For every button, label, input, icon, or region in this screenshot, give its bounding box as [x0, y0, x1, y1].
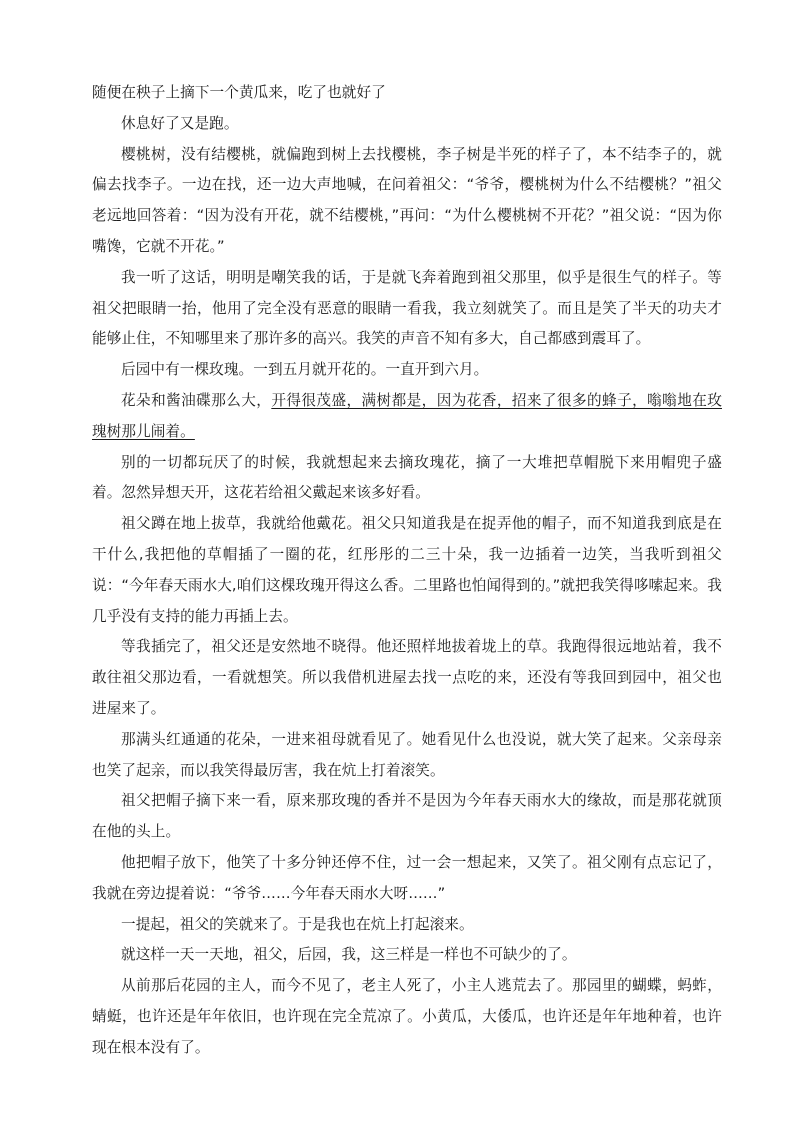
paragraph-14: 就这样一天一天地，祖父，后园，我，这三样是一样也不可缺少的了。 [121, 946, 577, 964]
paragraph-3: 樱桃树，没有结樱桃，就偏跑到树上去找樱桃，李子树是半死的样子了，本不结李子的，就偏去找李子。一边在找，还一边大声地喊，在问着祖父：“爷爷，樱桃树为什么不结樱桃？”祖父老远地回答着：“因为没有开花，就不结樱桃，”再问：“为什么樱桃树不开花？”祖父说：“因为你嘴馋，它就不开花。” [92, 145, 722, 255]
underlined-sentence: 开得很茂盛，满树都是，因为花香，招来了很多的蜂子，嗡嗡地在玫瑰树那儿闹着。 [92, 391, 722, 440]
paragraph-6 [92, 386, 722, 448]
paragraph-2: 休息好了又是跑。 [121, 114, 239, 132]
paragraph-7: 别的一切都玩厌了的时候，我就想起来去摘玫瑰花，摘了一大堆把草帽脱下来用帽兜子盛着。忽然异想天开，这花若给祖父戴起来该多好看。 [92, 453, 722, 502]
paragraph-15: 从前那后花园的主人，而今不见了，老主人死了，小主人逃荒去了。那园里的蝴蝶，蚂蚱，蜻蜓，也许还是年年依旧，也许现在完全荒凉了。小黄瓜，大倭瓜，也许还是年年地种着，也许现在根本没有了。 [92, 977, 722, 1056]
paragraph-4: 我一听了这话，明明是嘲笑我的话，于是就飞奔着跑到祖父那里，似乎是很生气的样子。等祖父把眼睛一抬，他用了完全没有恶意的眼睛一看我，我立刻就笑了。而且是笑了半天的功夫才能够止住，不知哪里来了那许多的高兴。我笑的声音不知有多大，自己都感到震耳了。 [92, 268, 722, 348]
paragraph-5: 后园中有一棵玫瑰。一到五月就开花的。一直开到六月。 [121, 361, 489, 379]
paragraph-1: 随便在秧子上摘下一个黄瓜来，吃了也就好了 [92, 84, 386, 101]
paragraph-11: 祖父把帽子摘下来一看，原来那玫瑰的香并不是因为今年春天雨水大的缘故，而是那花就顶在他的头上。 [92, 792, 722, 841]
paragraph-10: 那满头红通通的花朵，一进来祖母就看见了。她看见什么也没说，就大笑了起来。父亲母亲也笑了起亲，而以我笑得最厉害，我在炕上打着滚笑。 [92, 730, 722, 779]
paragraph-9: 等我插完了，祖父还是安然地不晓得。他还照样地拔着垅上的草。我跑得很远地站着，我不敢往祖父那边看，一看就想笑。所以我借机进屋去找一点吃的来，还没有等我回到园中，祖父也进屋来了。 [92, 638, 722, 717]
paragraph-12: 他把帽子放下，他笑了十多分钟还停不住，过一会一想起来，又笑了。祖父刚有点忘记了，我就在旁边提着说：“爷爷……今年春天雨水大呀……” [92, 853, 722, 902]
paragraph-8: 祖父蹲在地上拔草，我就给他戴花。祖父只知道我是在捉弄他的帽子，而不知道我到底是在干什么,我把他的草帽插了一圈的花，红彤彤的二三十朵，我一边插着一边笑，当我听到祖父说：“今年春天雨水大,咱们这棵玫瑰开得这么香。二里路也怕闻得到的。”就把我笑得哆嗦起来。我几乎没有支持的能力再插上去。 [92, 515, 722, 625]
paragraph-6-prefix: 花朵和酱油碟那么大， [121, 391, 272, 409]
document-page [92, 78, 722, 1064]
paragraph-13: 一提起，祖父的笑就来了。于是我也在炕上打起滚来。 [121, 915, 474, 933]
